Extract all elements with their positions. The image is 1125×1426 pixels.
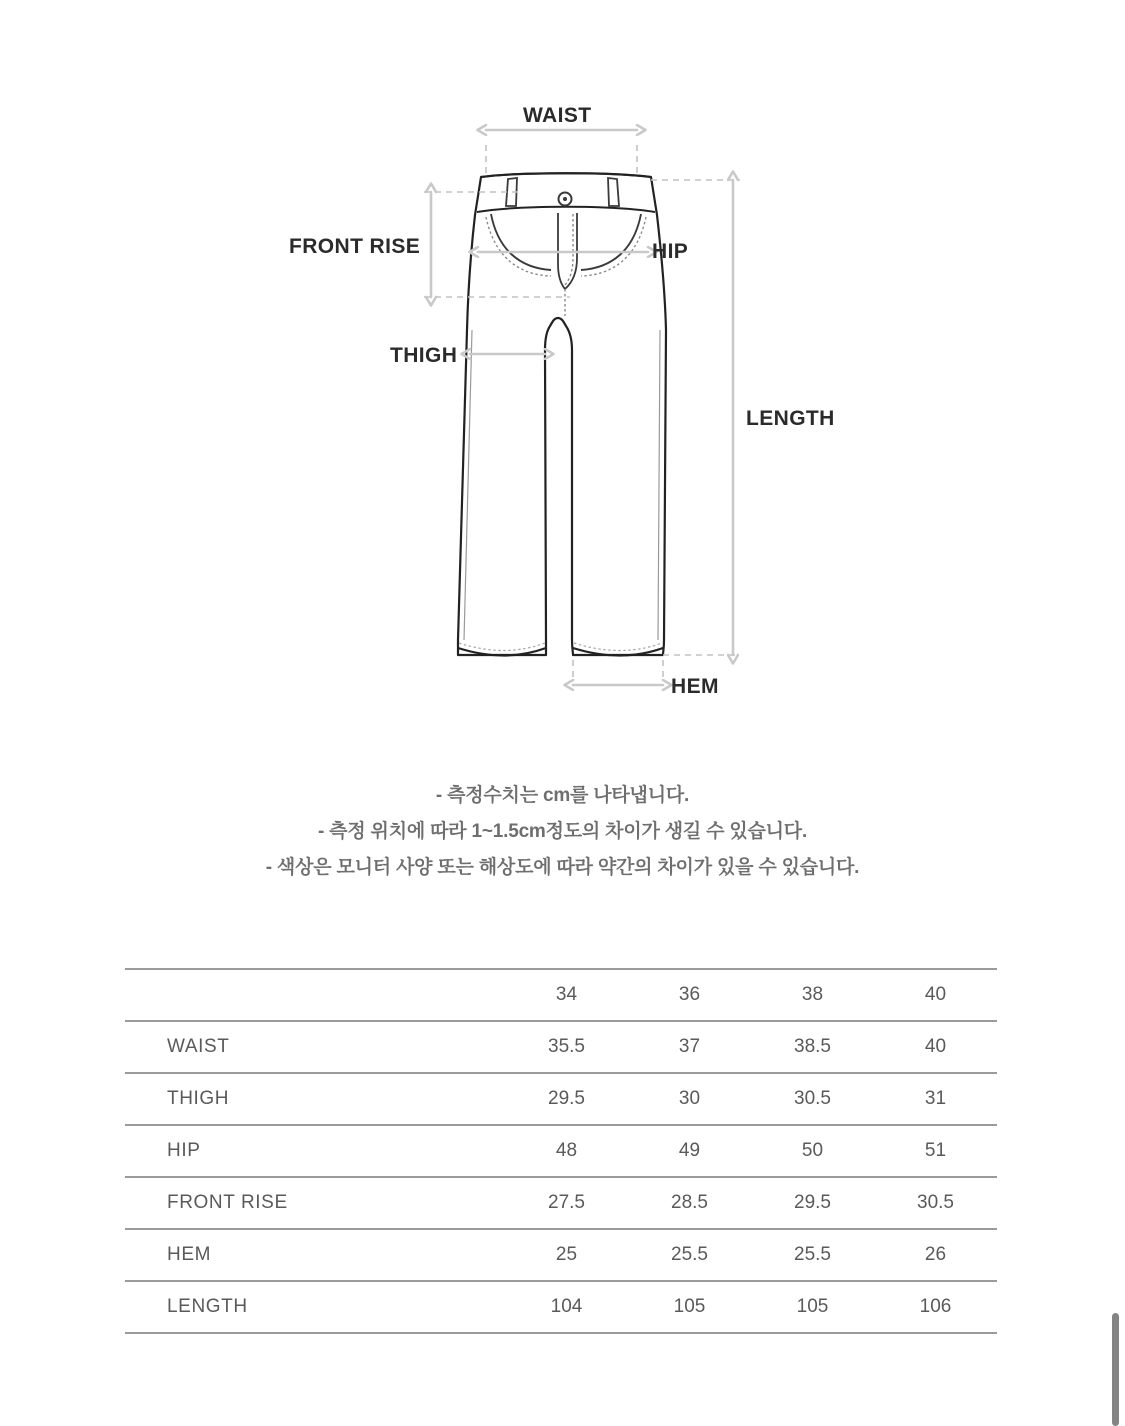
hip-label: HIP	[652, 240, 689, 263]
cell-waist-36: 37	[628, 1021, 751, 1073]
row-label-length: LENGTH	[125, 1281, 505, 1333]
belt-loop-right	[608, 178, 619, 206]
cell-length-36: 105	[628, 1281, 751, 1333]
table-header-row	[125, 969, 997, 1021]
size-header-36: 36	[628, 969, 751, 1021]
waist-button-hole	[563, 197, 567, 201]
cell-thigh-36: 30	[628, 1073, 751, 1125]
cell-hem-40: 26	[874, 1229, 997, 1281]
row-label-hip: HIP	[125, 1125, 505, 1177]
cell-front-rise-36: 28.5	[628, 1177, 751, 1229]
cell-waist-40: 40	[874, 1021, 997, 1073]
scrollbar-thumb[interactable]	[1112, 1313, 1119, 1426]
cell-length-38: 105	[751, 1281, 874, 1333]
cell-hip-40: 51	[874, 1125, 997, 1177]
size-header-38: 38	[751, 969, 874, 1021]
row-label-thigh: THIGH	[125, 1073, 505, 1125]
table-row	[125, 1177, 997, 1229]
row-label-hem: HEM	[125, 1229, 505, 1281]
thigh-label: THIGH	[390, 344, 458, 367]
table-row	[125, 1073, 997, 1125]
note-line: - 색상은 모니터 사양 또는 해상도에 따라 약간의 차이가 있을 수 있습니다.	[265, 857, 860, 878]
length-label: LENGTH	[746, 407, 835, 430]
cell-length-34: 104	[505, 1281, 628, 1333]
cell-hip-34: 48	[505, 1125, 628, 1177]
cell-hip-38: 50	[751, 1125, 874, 1177]
cell-hem-38: 25.5	[751, 1229, 874, 1281]
size-header-40: 40	[874, 969, 997, 1021]
front-rise-label: FRONT RISE	[289, 235, 421, 258]
table-row	[125, 1281, 997, 1333]
cell-hem-34: 25	[505, 1229, 628, 1281]
cell-length-40: 106	[874, 1281, 997, 1333]
cell-front-rise-38: 29.5	[751, 1177, 874, 1229]
note-line: - 측정 위치에 따라 1~1.5cm정도의 차이가 생길 수 있습니다.	[317, 821, 808, 842]
cell-thigh-34: 29.5	[505, 1073, 628, 1125]
cell-front-rise-34: 27.5	[505, 1177, 628, 1229]
table-row	[125, 1125, 997, 1177]
row-label-front-rise: FRONT RISE	[125, 1177, 505, 1229]
cell-thigh-40: 31	[874, 1073, 997, 1125]
size-header-34: 34	[505, 969, 628, 1021]
table-corner-cell	[125, 969, 505, 1021]
cell-hem-36: 25.5	[628, 1229, 751, 1281]
cell-waist-38: 38.5	[751, 1021, 874, 1073]
size-chart-table	[125, 968, 997, 1334]
hem-label: HEM	[671, 675, 719, 698]
scrollbar-track[interactable]	[1109, 0, 1119, 1426]
table-row	[125, 1229, 997, 1281]
waist-label: WAIST	[523, 104, 592, 127]
size-chart-table-container	[125, 968, 997, 1334]
cell-thigh-38: 30.5	[751, 1073, 874, 1125]
cell-front-rise-40: 30.5	[874, 1177, 997, 1229]
measurement-notes	[0, 778, 1125, 886]
pants-outline-group	[458, 173, 666, 655]
cell-hip-36: 49	[628, 1125, 751, 1177]
row-label-waist: WAIST	[125, 1021, 505, 1073]
note-line: - 측정수치는 cm를 나타냅니다.	[435, 785, 690, 806]
cell-waist-34: 35.5	[505, 1021, 628, 1073]
table-row	[125, 1021, 997, 1073]
